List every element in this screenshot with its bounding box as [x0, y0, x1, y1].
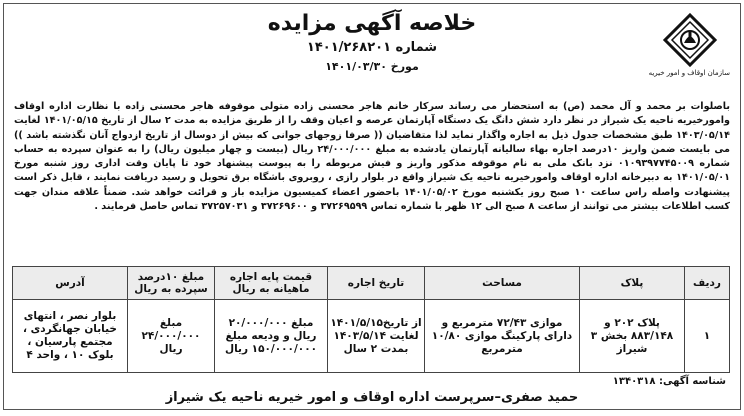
auction-notice: [3, 3, 741, 410]
col-plate: پلاک: [580, 267, 685, 300]
cell-area: موازی ۷۲/۴۳ مترمربع و دارای پارکینگ موازی ۱۰/۸۰ مترمربع: [425, 300, 580, 373]
col-row: ردیف: [685, 267, 730, 300]
col-area: مساحت: [425, 267, 580, 300]
logo-caption: سازمان اوقاف و امور خیریه: [648, 69, 730, 77]
notice-header: [4, 10, 740, 75]
cell-plate: پلاک ۲۰۲ و ۸۸۳/۱۴۸ بخش ۳ شیراز: [580, 300, 685, 373]
cell-deposit: مبلغ ۲۴/۰۰۰/۰۰۰ ریال: [128, 300, 215, 373]
cell-base-price: مبلغ ۲۰/۰۰۰/۰۰۰ ریال و ودیعه مبلغ ۱۵۰/۰۰۰/۰۰۰ ریال: [215, 300, 328, 373]
auction-table: [12, 266, 730, 373]
cell-lease-date: از تاریخ۱۴۰۱/۵/۱۵ لغایت ۱۴۰۳/۵/۱۴ بمدت ۲ سال: [328, 300, 425, 373]
col-deposit: مبلغ ۱۰درصد سپرده به ریال: [128, 267, 215, 300]
col-address: آدرس: [13, 267, 128, 300]
table-header-row: [13, 267, 730, 300]
notice-body: باصلوات بر محمد و آل محمد (ص) به استحضار می رساند سرکار خانم هاجر محسنی زاده متولی موقوفه هاجر محسنی زاده با نظارت اداره اوقاف وامورخیریه ناحیه یک شیراز در نظر دارد شش دانگ یک دستگاه آپارتمان عرصه و اعیان وقف را از طریق مزایده به مدت ۲ سال از تاریخ ۱۴۰۱/۰۵/۱۵ لغایت ۱۴۰۳/۰۵/۱۴ طبق مشخصات جدول ذیل به اجاره واگذار نماید لذا متقاضیان (( صرفا زوجهای جوانی که بیش از دوسال از تاریخ ازدواج آنان نگذشته باشد )) می بایست ضمن واریز ۱۰درصد اجاره بهاء سالیانه آپارتمان یادشده به مبلغ ۲۴/۰۰۰/۰۰۰ ریال (بیست و چهار میلیون ریال) را به عنوان سپرده به حساب شماره ۰۱۰۹۳۹۷۷۴۵۰۰۹ نزد بانک ملی به نام موقوفه مذکور واریز و فیش مربوطه را به پیوست پیشنهاد خود تا پایان وقت اداری روز شنبه مورخ ۱۴۰۱/۰۵/۰۱ به دبیرخانه اداره اوقاف وامورخیریه ناحیه یک شیراز واقع در بلوار رازی ، روبروی باشگاه برق تحویل و رسید دریافت نمایند ، قابل ذکر است پیشنهادت واصله راس ساعت ۱۰ صبح روز یکشنبه مورخ ۱۴۰۱/۰۵/۰۲ باحضور اعضاء کمیسیون مزایده باز و قرائت خواهد شد. ضمناً علاقه مندان جهت کسب اطلاعات بیشتر می توانند از ساعت ۸ صبح الی ۱۲ ظهر با شماره تماس ۳۷۲۶۹۵۹۹ و ۳۷۲۶۹۶۰۰ و ۳۷۲۵۷۰۳۱ تماس حاصل فرمایند .: [14, 101, 731, 213]
ad-id: شناسه آگهی: ۱۳۴۰۳۱۸: [612, 376, 726, 387]
page-title: خلاصه آگهی مزایده: [267, 11, 477, 36]
notice-number: شماره ۱۴۰۱/۲۶۸۲۰۱: [306, 40, 438, 55]
col-lease-date: تاریخ اجاره: [328, 267, 425, 300]
col-base-price: قیمت پایه اجاره ماهیانه به ریال: [215, 267, 328, 300]
notice-date: مورخ ۱۴۰۱/۰۳/۳۰: [325, 60, 419, 73]
signature: حمید صفری–سرپرست اداره اوقاف و امور خیریه ناحیه یک شیراز: [165, 390, 579, 405]
cell-address: بلوار نصر ، انتهای خیابان جهانگردی ، مجتمع پارسیان ، بلوک ۱۰ ، واحد ۴: [13, 300, 128, 373]
cell-row: ۱: [685, 300, 730, 373]
table-row: [13, 300, 730, 373]
